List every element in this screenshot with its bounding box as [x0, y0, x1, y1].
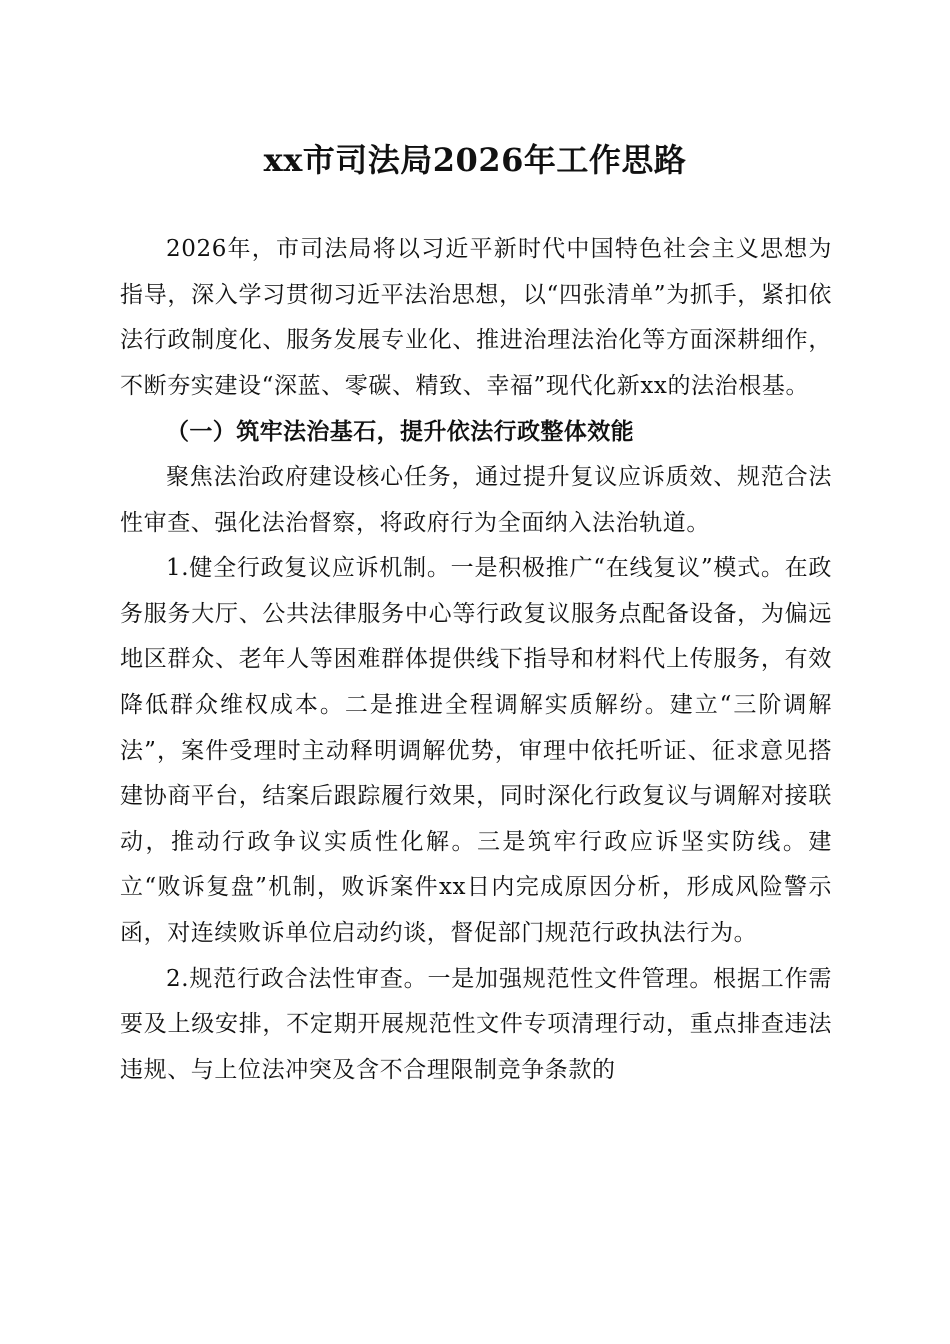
document-title: xx市司法局2026年工作思路	[263, 141, 687, 179]
document-body	[120, 227, 832, 1093]
item-2-paragraph: 2.规范行政合法性审查。一是加强规范性文件管理。根据工作需要及上级安排，不定期开展规范性文件专项清理行动，重点排查违法违规、与上位法冲突及含不合理限制竞争条款的	[120, 965, 832, 1083]
intro-paragraph: 2026年，市司法局将以习近平新时代中国特色社会主义思想为指导，深入学习贯彻习近平法治思想，以“四张清单”为抓手，紧扣依法行政制度化、服务发展专业化、推进治理法治化等方面深耕细作，不断夯实建设“深蓝、零碳、精致、幸福”现代化新xx的法治根基。	[120, 236, 832, 399]
item-1-paragraph: 1.健全行政复议应诉机制。一是积极推广“在线复议”模式。在政务服务大厅、公共法律服务中心等行政复议服务点配备设备，为偏远地区群众、老年人等困难群体提供线下指导和材料代上传服务，有效降低群众维权成本。二是推进全程调解实质解纷。建立“三阶调解法”，案件受理时主动释明调解优势，审理中依托听证、征求意见搭建协商平台，结案后跟踪履行效果，同时深化行政复议与调解对接联动，推动行政争议实质性化解。三是筑牢行政应诉坚实防线。建立“败诉复盘”机制，败诉案件xx日内完成原因分析，形成风险警示函，对连续败诉单位启动约谈，督促部门规范行政执法行为。	[120, 555, 832, 946]
section-intro-paragraph: 聚焦法治政府建设核心任务，通过提升复议应诉质效、规范合法性审查、强化法治督察，将政府行为全面纳入法治轨道。	[120, 463, 832, 536]
section-heading: （一）筑牢法治基石，提升依法行政整体效能	[166, 418, 634, 446]
